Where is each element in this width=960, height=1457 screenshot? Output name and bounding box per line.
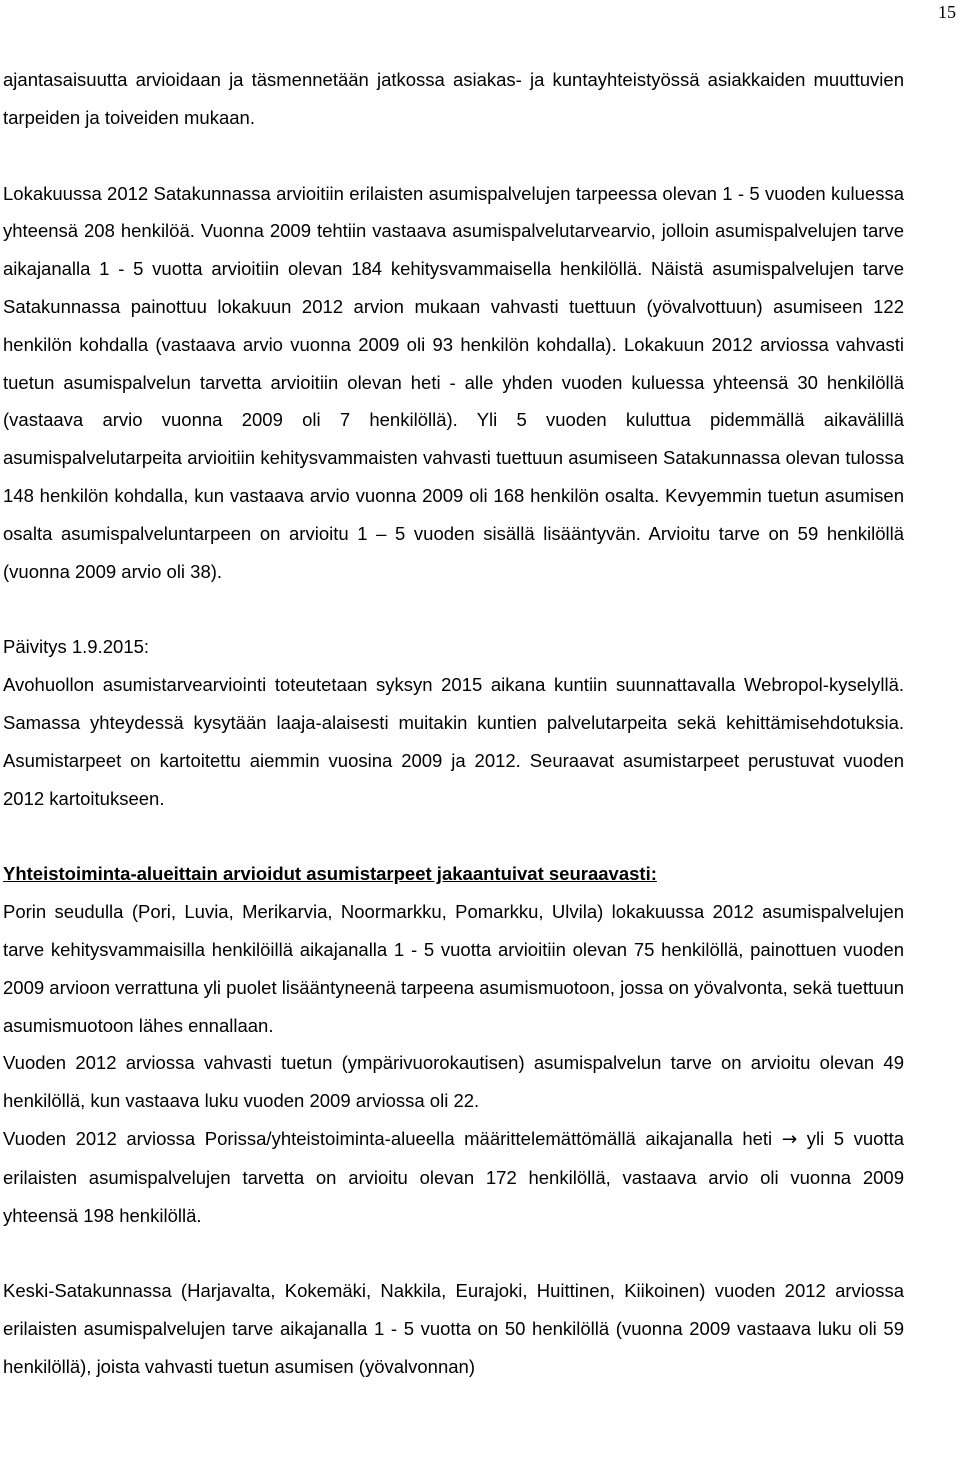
section-heading: Yhteistoiminta-alueittain arvioidut asumistarpeet jakaantuivat seuraavasti:	[3, 863, 657, 885]
paragraph-pori-timeline	[3, 1120, 904, 1234]
paragraph-update: Avohuollon asumistarvearviointi toteutetaan syksyn 2015 aikana kuntiin suunnattavalla Webropol-kyselyllä. Samassa yhteydessä kysytään laaja-alaisesti muitakin kuntien palvelutarpeita sekä kehittämisehdotuksia. Asumistarpeet on kartoitettu aiemmin vuosina 2009 ja 2012. Seuraavat asumistarpeet perustuvat vuoden 2012 kartoitukseen.	[3, 674, 904, 809]
document-body	[3, 61, 904, 1386]
paragraph-gap	[3, 817, 904, 855]
timeline-text-start: Vuoden 2012 arviossa Porissa/yhteistoiminta-alueella määrittelemättömällä aikajanalla heti	[3, 1127, 773, 1149]
paragraph-pori-region: Porin seudulla (Pori, Luvia, Merikarvia, Noormarkku, Pomarkku, Ulvila) lokakuussa 2012 asumispalvelujen tarve kehitysvammaisilla henkilöillä aikajanalla 1 - 5 vuotta arvioitiin olevan 75 henkilöllä, painottuen vuoden 2009 arvioon verrattuna yli puolet lisääntyneenä tarpeena asumismuotoon, jossa on yövalvonta, sekä tuettuun asumismuotoon lähes ennallaan.	[3, 901, 904, 1036]
update-label: Päivitys 1.9.2015:	[3, 636, 150, 658]
paragraph-keski-satakunta: Keski-Satakunnassa (Harjavalta, Kokemäki, Nakkila, Eurajoki, Huittinen, Kiikoinen) vuoden 2012 arviossa erilaisten asumispalvelujen tarve aikajanalla 1 - 5 vuotta on 50 henkilöllä (vuonna 2009 vastaava luku oli 59 henkilöllä), joista vahvasti tuetun asumisen (yövalvonnan)	[3, 1280, 904, 1377]
timeline-text-end: yli 5 vuotta erilaisten asumispalvelujen tarvetta on arvioitu olevan 172 henkilöllä, vastaava arvio oli vuonna 2009 yhteensä 198 henkilöllä.	[3, 1127, 905, 1226]
paragraph-satakunta-needs: Lokakuussa 2012 Satakunnassa arvioitiin erilaisten asumispalvelujen tarpeessa olevan 1 - 5 vuoden kuluessa yhteensä 208 henkilöä. Vuonna 2009 tehtiin vastaava asumispalvelutarvearvio, jolloin asumispalvelujen tarve aikajanalla 1 - 5 vuotta arvioitiin olevan 184 kehitysvammaisella henkilöllä. Näistä asumispalvelujen tarve Satakunnassa painottuu lokakuun 2012 arvion mukaan vahvasti tuettuun (yövalvottuun) asumiseen 122 henkilön kohdalla (vastaava arvio vuonna 2009 oli 93 henkilön kohdalla). Lokakuun 2012 arviossa vahvasti tuetun asumispalvelun tarvetta arvioitiin olevan heti - alle yhden vuoden kuluessa yhteensä 30 henkilöllä (vastaava arvio vuonna 2009 oli 7 henkilöllä). Yli 5 vuoden kuluttua pidemmällä aikavälillä asumispalvelutarpeita arvioitiin kehitysvammaisten vahvasti tuettuun asumiseen Satakunnassa olevan tulossa 148 henkilön kohdalla, kun vastaava arvio vuonna 2009 oli 168 henkilön osalta. Kevyemmin tuetun asumisen osalta asumispalveluntarpeen on arvioitu 1 – 5 vuoden sisällä lisääntyvän. Arvioitu tarve on 59 henkilöllä (vuonna 2009 arvio oli 38).	[3, 182, 904, 582]
page-number: 15	[938, 2, 956, 22]
paragraph-intro-continuation: ajantasaisuutta arvioidaan ja täsmennetään jatkossa asiakas- ja kuntayhteistyössä asiakkaiden muuttuvien tarpeiden ja toiveiden mukaan.	[3, 69, 904, 128]
paragraph-pori-24h: Vuoden 2012 arviossa vahvasti tuetun (ympärivuorokautisen) asumispalvelun tarve on arvioitu olevan 49 henkilöllä, kun vastaava luku vuoden 2009 arviossa oli 22.	[3, 1052, 904, 1112]
paragraph-gap	[3, 590, 904, 628]
paragraph-gap	[3, 1234, 904, 1272]
arrow-right-icon: →	[781, 1128, 798, 1150]
paragraph-gap	[3, 137, 904, 175]
